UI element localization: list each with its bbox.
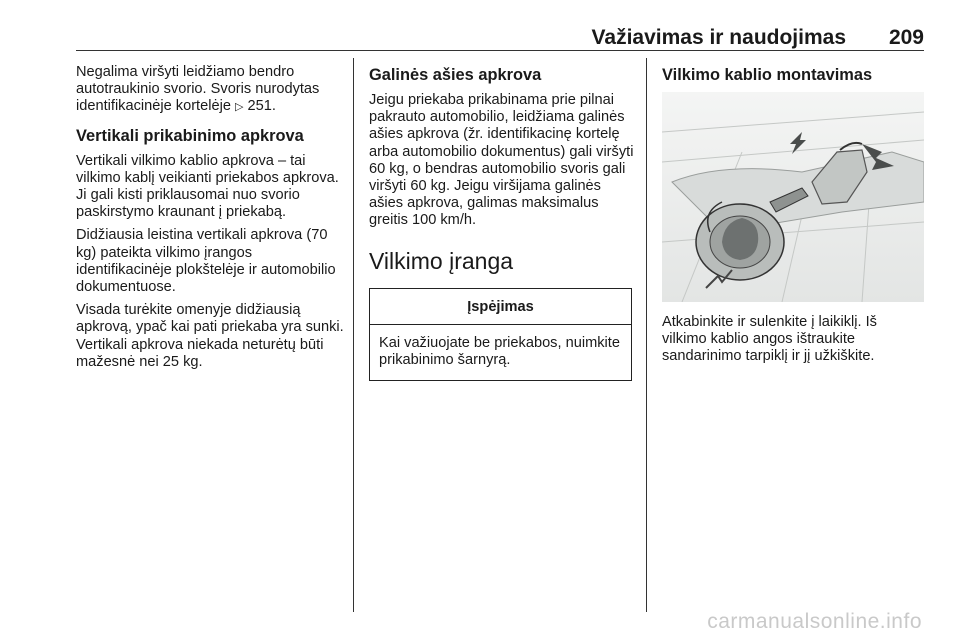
column-3 (662, 64, 924, 372)
column-1 (76, 64, 350, 377)
tow-hook-drawing (662, 92, 924, 302)
page-reference[interactable] (235, 98, 276, 114)
page-reference-number: 251. (247, 98, 276, 115)
intro-paragraph (76, 64, 350, 117)
vertical-load-paragraph-2: Didžiausia leistina vertikali apkrova (70 kg) pateikta vilkimo įrangos identifikacinėje plokštelėje ir automobilio dokumentuose. (76, 227, 336, 296)
vertical-load-heading: Vertikali prikabinimo apkrova (76, 126, 304, 145)
page-header (76, 22, 924, 48)
watermark-text: carmanualsonline.info (707, 610, 922, 633)
vertical-load-paragraph-3: Visada turėkite omenyje didžiausią apkrovą, ypač kai pati priekaba yra sunki. Vertikali apkrova niekada neturėtų būti mažesnė nei 25 kg. (76, 302, 344, 370)
rear-axle-heading: Galinės ašies apkrova (369, 66, 542, 84)
header-title: Važiavimas ir naudojimas (591, 26, 846, 49)
vertical-load-paragraph-1: Vertikali vilkimo kablio apkrova – tai vilkimo kablį veikianti priekabos apkrova. Ji gali kisti priklausomai nuo svorio paskirstymo kraunant į priekabą. (76, 152, 339, 221)
towing-equipment-heading: Vilkimo įranga (369, 247, 514, 274)
column-2 (369, 64, 634, 381)
header-rule (76, 50, 924, 51)
mounting-heading: Vilkimo kablio montavimas (662, 66, 873, 84)
column-divider-1 (353, 58, 354, 612)
mounting-paragraph: Atkabinkite ir sulenkite į laikiklį. Iš vilkimo kablio angos ištraukite sandarinimo tarpiklį ir jį užkiškite. (662, 314, 877, 365)
warning-title: Įspėjimas (370, 289, 631, 325)
rear-axle-paragraph: Jeigu priekaba prikabinama prie pilnai pakrauto automobilio, leidžiama galinės ašies apkrova (žr. identifikacinę kortelę arba automobilio dokumentus) gali viršyti 60 kg, o bendras automobilio svoris gali viršyti 60 kg. Jeigu viršijama galinės ašies apkrova, galimas maksimalus greitis 100 km/h. (369, 92, 634, 229)
warning-text: Kai važiuojate be priekabos, nuimkite prikabinimo šarnyrą. (379, 334, 620, 368)
column-divider-2 (646, 58, 647, 612)
tow-hook-illustration (662, 92, 924, 302)
page-number: 209 (888, 26, 924, 49)
intro-text: Negalima viršyti leidžiamo bendro autotraukinio svorio. Svoris nurodytas identifikacinėje kortelėje (76, 64, 320, 115)
arrow-right-icon: ▷ (235, 101, 244, 114)
warning-box (369, 288, 632, 381)
